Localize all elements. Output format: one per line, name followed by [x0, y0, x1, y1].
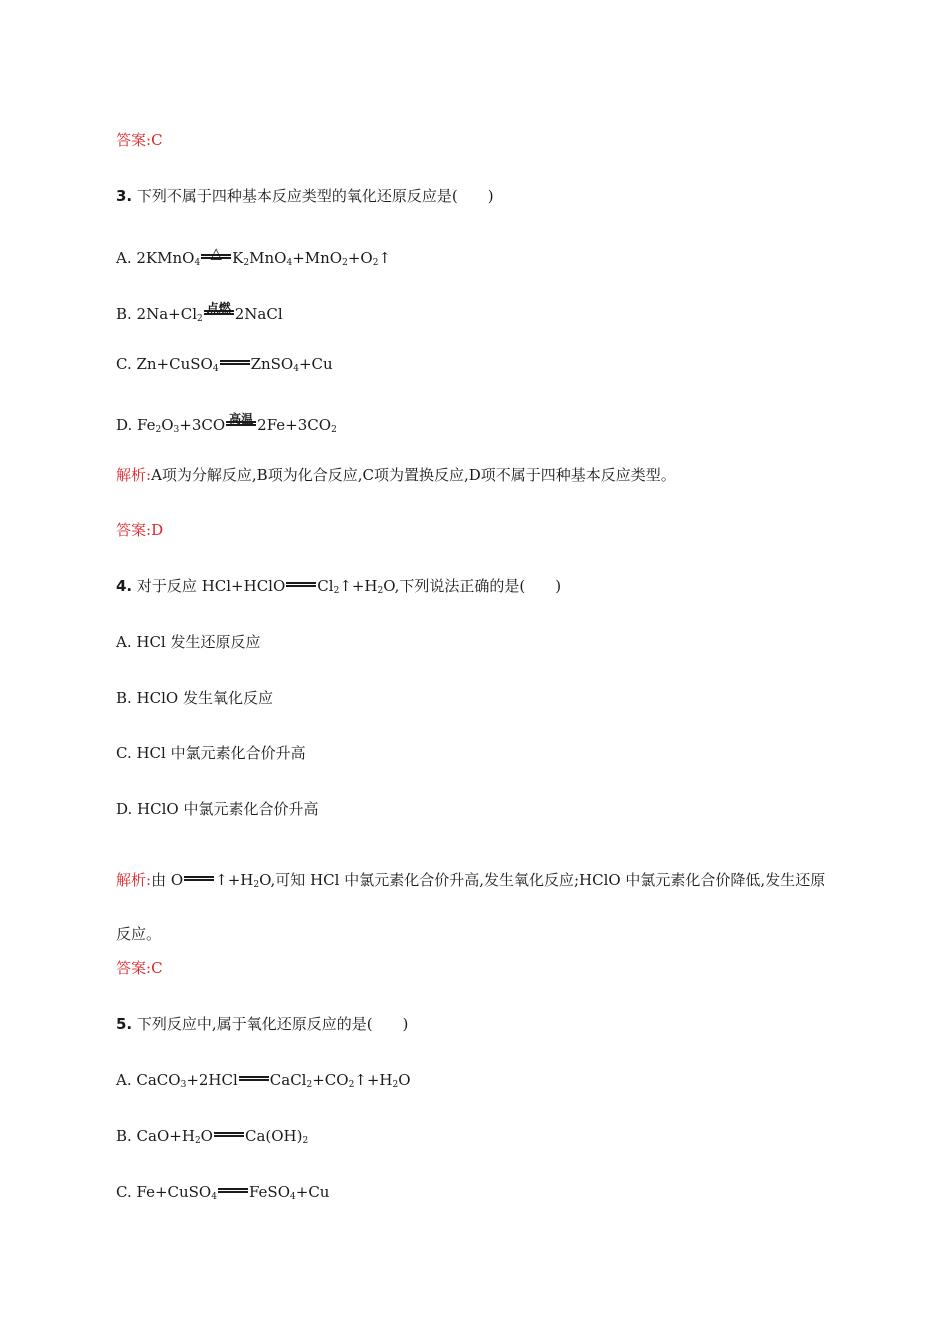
q4-analysis: 解析:由 O $↑+H_2O$,可知 HCl 中氯元素化合价升高,发生氧化反应;HClO 中氯元素化合价降低,发生还原反应。: [116, 853, 836, 961]
reaction-arrow: [238, 1068, 270, 1092]
q3-answer: 答案:D: [116, 521, 164, 539]
q5-option-b: B. $CaO+H_2O$ $Ca(OH)_2$: [116, 1124, 308, 1148]
reaction-arrow: 点燃: [203, 302, 235, 326]
q4-stem: 4. 对于反应 HCl+HClO $Cl_2↑+H_2O$,下列说法正确的是( ): [116, 574, 561, 598]
q3-option-a: A. 2KMnO$_4$ △ $K_2MnO_4+MnO_2+O_2↑$: [116, 244, 391, 268]
q4-option-a: A. HCl 发生还原反应: [116, 633, 261, 651]
q3-option-b: B. $2Na+Cl_2$ 点燃 2NaCl: [116, 301, 283, 324]
reaction-arrow: [285, 574, 317, 598]
q4-answer: 答案:C: [116, 959, 163, 977]
q5-option-c: C. Fe+CuSO$_4$ FeSO$_4$+Cu: [116, 1180, 329, 1204]
reaction-arrow: [219, 352, 251, 376]
q5-option-a: A. CaCO$_3$+2HCl $CaCl_2+CO_2↑+H_2O$: [116, 1068, 411, 1092]
q5-stem: 5. 下列反应中,属于氧化还原反应的是( ): [116, 1015, 409, 1033]
reaction-arrow: 高温: [225, 413, 257, 437]
q3-stem: 3. 下列不属于四种基本反应类型的氧化还原反应是( ): [116, 187, 494, 205]
q4-option-d: D. HClO 中氯元素化合价升高: [116, 800, 319, 818]
q4-option-c: C. HCl 中氯元素化合价升高: [116, 744, 306, 762]
reaction-arrow: [213, 1124, 245, 1148]
q2-answer: 答案:C: [116, 131, 163, 149]
reaction-arrow: [217, 1180, 249, 1204]
q3-option-c: C. Zn+CuSO$_4$ ZnSO$_4$+Cu: [116, 352, 333, 376]
q4-option-b: B. HClO 发生氧化反应: [116, 689, 273, 707]
reaction-arrow: △: [200, 246, 232, 270]
q3-option-d: D. $Fe_2O_3+3CO$ 高温 $2Fe+3CO_2$: [116, 412, 337, 435]
q3-analysis: 解析:A项为分解反应,B项为化合反应,C项为置换反应,D项不属于四种基本反应类型。: [116, 466, 676, 484]
reaction-arrow: [183, 853, 215, 907]
